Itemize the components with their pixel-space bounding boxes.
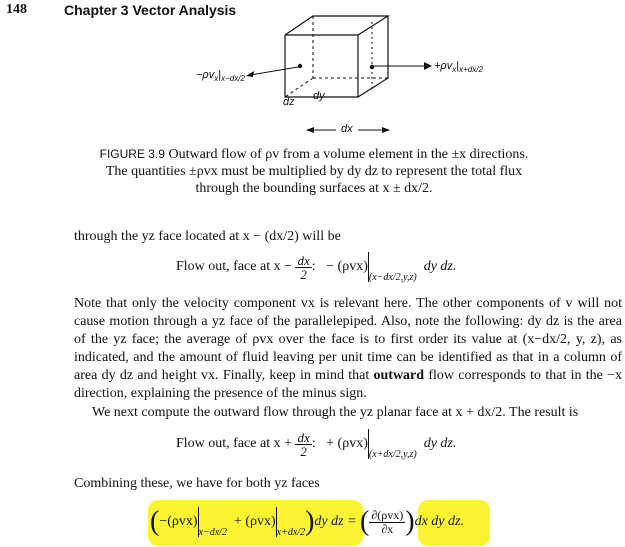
chapter-title: Chapter 3 Vector Analysis (64, 2, 237, 18)
paragraph-4: Combining these, we have for both yz faces (74, 476, 320, 491)
dz-label: dz (283, 96, 295, 108)
figure-caption (94, 146, 534, 197)
front-face (285, 35, 358, 97)
hidden-edge (285, 78, 313, 97)
caption-label: FIGURE 3.9 (99, 147, 165, 161)
equation-2: Flow out, face at x + $\frac{dx}{2}$ : + $(\rho vx)_{(x+dx/2,y,z)}$ dy dz. (176, 429, 457, 461)
minus-flux-label: $-\rho v_x|_{x-dx/2}$ (196, 69, 245, 83)
figure-3-9 (0, 0, 625, 140)
parallelepiped-diagram (0, 0, 625, 140)
plus-flux-label: $+\rho v_x|_{x+dx/2}$ (434, 60, 483, 74)
top-face (285, 16, 388, 35)
paragraph-2: Note that only the velocity component vx is relevant here. The other components of v will not cause motion through a yz face of the parallelepiped. Also, note the following: dy dz is the area of the yz face; the average of ρvx over the face is to first order its value at (x−dx/2, y, z), as indicated, and the amount of fluid leaving per unit time can be identified as that in a column of area dy dz and height vx. Finally, keep in mind that outward flow corresponds to that in the −x direction, explaining the presence of the minus sign. (74, 296, 622, 401)
dy-label: dy (313, 90, 325, 102)
paragraph-3: We next compute the outward flow through the yz planar face at x + dx/2. The result is (92, 405, 579, 420)
page-number: 148 (6, 2, 27, 17)
dx-label: dx (341, 123, 353, 135)
minus-flux-arrow (250, 67, 298, 75)
equation-3: $(-(\rho vx)_{x-dx/2} + (\rho vx)_{x+dx/2})dy$ dz = ( $\frac{\text{∂(ρvx)}}{\partial x}$ )dx dy dz. (150, 506, 464, 539)
equation-1: Flow out, face at x − $\frac{dx}{2}$ : − $(\rho vx)_{(x-dx/2,y,z)}$ dy dz. (176, 252, 457, 284)
right-face-dot (370, 65, 374, 69)
caption-text: Outward flow of ρv from a volume element in the ±x directions. The quantities ±ρvx must be multiplied by dy dz to represent the total flux through the bounding surfaces at x ± dx/2. (105, 147, 529, 196)
left-face-dot (298, 64, 302, 68)
right-face (358, 16, 388, 97)
paragraph-1: through the yz face located at x − (dx/2) will be (74, 229, 341, 244)
